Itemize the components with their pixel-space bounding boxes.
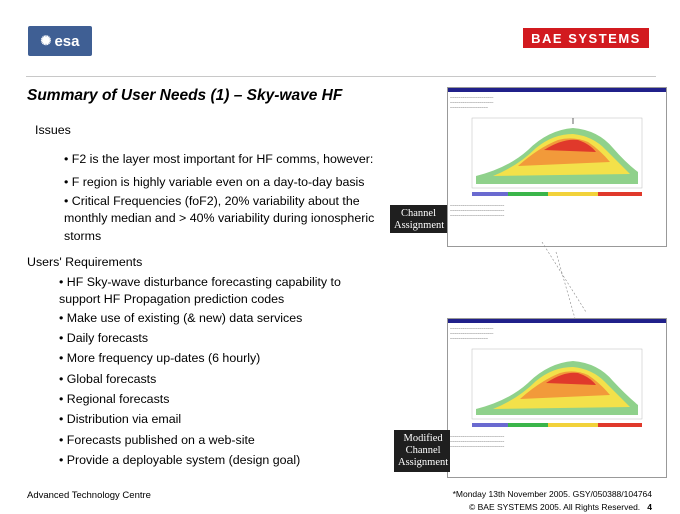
- channel-assignment-callout: Channel Assignment: [390, 205, 447, 233]
- issue-line: monthly median and > 40% variability during ionospheric: [64, 211, 375, 225]
- issue-line: • F2 is the layer most important for HF comms, however:: [64, 152, 374, 166]
- requirement-line: • Make use of existing (& new) data services: [59, 311, 303, 325]
- esa-logo: [28, 26, 92, 56]
- bae-systems-logo: [523, 28, 649, 48]
- propagation-chart-bottom: [448, 319, 666, 477]
- plot-header-text: ┈┈┈┈┈┈┈┈┈┈┈┈┈┈┈┈ ┈┈┈┈┈┈┈┈┈┈┈┈┈┈┈┈ ┈┈┈┈┈┈┈┈┈┈┈┈┈┈: [450, 327, 494, 342]
- plot-footer-text: ┈┈┈┈┈┈┈┈┈┈┈┈┈┈┈┈┈┈┈┈ ┈┈┈┈┈┈┈┈┈┈┈┈┈┈┈┈┈┈┈┈ ┈┈┈┈┈┈┈┈┈┈┈┈┈┈┈┈┈┈┈┈: [450, 204, 505, 219]
- connector-lines: [536, 242, 596, 322]
- footer-copyright: © BAE SYSTEMS 2005. All Rights Reserved.: [469, 502, 641, 512]
- issue-line: storms: [64, 229, 102, 243]
- propagation-plot-screenshot-bottom: [447, 318, 667, 478]
- issue-line: • F region is highly variable even on a day-to-day basis: [64, 175, 365, 189]
- footer-right: [426, 488, 652, 514]
- requirement-line: • Daily forecasts: [59, 331, 149, 345]
- slide-title: Summary of User Needs (1) – Sky-wave HF: [27, 87, 343, 104]
- plot-header-text: ┈┈┈┈┈┈┈┈┈┈┈┈┈┈┈┈ ┈┈┈┈┈┈┈┈┈┈┈┈┈┈┈┈ ┈┈┈┈┈┈┈┈┈┈┈┈┈┈: [450, 96, 494, 111]
- footer-copyright-line: [426, 501, 652, 514]
- page-number: 4: [647, 502, 652, 512]
- modified-channel-assignment-callout: Modified Channel Assignment: [394, 430, 450, 472]
- requirement-line: • Distribution via email: [59, 412, 182, 426]
- propagation-plot-screenshot-top: [447, 87, 667, 247]
- bae-logo-text: BAE SYSTEMS: [531, 30, 641, 46]
- requirement-line: • Global forecasts: [59, 372, 157, 386]
- esa-emblem-icon: ✺: [40, 33, 52, 48]
- requirement-line: • HF Sky-wave disturbance forecasting capability to: [59, 275, 341, 289]
- issues-heading: Issues: [35, 123, 71, 137]
- issue-line: • Critical Frequencies (foF2), 20% variability about the: [64, 194, 360, 208]
- footer-date-reference: *Monday 13th November 2005. GSY/050388/104764: [452, 489, 652, 499]
- requirement-line: support HF Propagation prediction codes: [59, 292, 285, 306]
- esa-logo-text: esa: [54, 32, 80, 50]
- footer-organisation: Advanced Technology Centre: [27, 490, 151, 501]
- requirement-line: • More frequency up-dates (6 hourly): [59, 351, 261, 365]
- header-divider: [26, 76, 656, 77]
- requirements-heading: Users' Requirements: [27, 255, 143, 269]
- requirement-line: • Provide a deployable system (design goal): [59, 453, 301, 467]
- requirement-line: • Forecasts published on a web-site: [59, 433, 255, 447]
- propagation-chart-top: [448, 88, 666, 246]
- requirement-line: • Regional forecasts: [59, 392, 170, 406]
- plot-footer-text: ┈┈┈┈┈┈┈┈┈┈┈┈┈┈┈┈┈┈┈┈ ┈┈┈┈┈┈┈┈┈┈┈┈┈┈┈┈┈┈┈┈ ┈┈┈┈┈┈┈┈┈┈┈┈┈┈┈┈┈┈┈┈: [450, 435, 505, 450]
